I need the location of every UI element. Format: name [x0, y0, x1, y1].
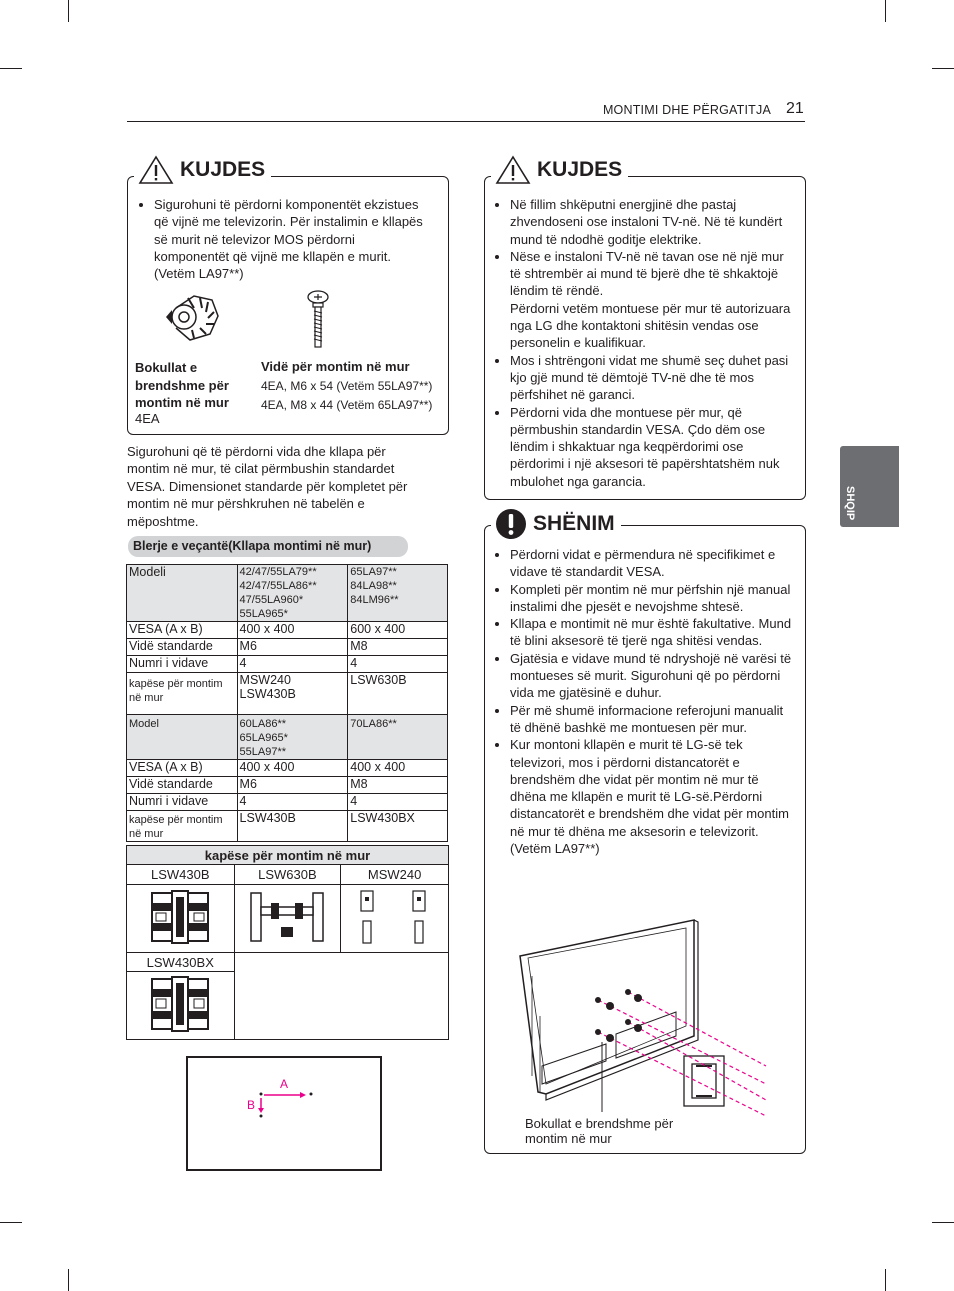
screw-icon — [305, 289, 331, 351]
figure-caption: Bokullat e brendshme për montim në mur — [525, 1116, 674, 1146]
list-item: • Kur montoni kllapën e murit të LG-së tek televizori, mos i përdorni distancatorët e brendshëm dhe vidat për montim në mur të dhëna me kllapën e murit të LG-së.Përdorni distancatorët e brendshëm dhe vidat për montim në mur të dhëna me aksesorin e televizorit. (Vetëm LA97**) — [510, 736, 795, 857]
tv-mount-illustration — [516, 916, 776, 1126]
crop-mark — [932, 1222, 954, 1223]
part1-name: Bokullat e brendshme për montim në mur — [135, 360, 229, 410]
list-item: • Kllapa e montimit në mur është fakultative. Mund të blini aksesorë të tjerë nga shitësi vendas. — [510, 615, 795, 650]
language-tab: SHQIP — [840, 446, 899, 527]
table-cell: 4 — [237, 794, 348, 811]
wall-bracket-icon — [353, 887, 437, 947]
list-item: • Sigurohuni të përdorni komponentët ekzistues që vijnë me televizorin. Për instalimin e kllapës së murit në televizor MOS përdorni komponentët që vijnë me kllapën e murit. (Vetëm LA97**) — [154, 196, 426, 282]
table-cell: 400 x 400 — [237, 622, 348, 639]
bracket-name: LSW630B — [234, 865, 341, 885]
model-cell: 42/47/55LA79** 42/47/55LA86** 47/55LA960* 55LA965* — [237, 565, 348, 622]
list-item: • Përdorni vidat e përmendura në specifikimet e vidave të standardit VESA. — [510, 546, 795, 581]
warning-icon — [495, 155, 531, 185]
bracket-image — [127, 972, 235, 1040]
table-cell: 4 — [348, 656, 448, 673]
caution-right-bullets — [497, 196, 795, 490]
vesa-b-label: B — [247, 1098, 256, 1112]
model-cell: 60LA86** 65LA965* 55LA97** — [237, 715, 348, 760]
bracket-name: LSW430BX — [127, 953, 235, 972]
part1-qty: 4EA — [135, 411, 160, 426]
spec-table-1 — [126, 564, 448, 842]
bracket-name: LSW430B — [127, 865, 235, 885]
part2-spec1: 4EA, M6 x 54 (Vetëm 55LA97**) — [261, 379, 433, 393]
bracket-image — [127, 885, 235, 953]
insert-bolt-icon — [160, 290, 222, 346]
part2-name: Vidë për montim në mur — [261, 359, 410, 374]
intro-paragraph: Sigurohuni që të përdorni vida dhe kllapa për montim në mur, të cilat përmbushin standardet VESA. Dimensionet standarde për kompletet për montim në mur përshkruhen në tabelën e mëposhtme. — [127, 444, 408, 529]
caution-left-bullets — [141, 196, 426, 282]
table-cell: M6 — [237, 639, 348, 656]
crop-mark — [885, 0, 886, 22]
header-rule — [127, 121, 805, 122]
label-screw: Vidë standarde — [127, 639, 238, 656]
warning-icon — [138, 155, 174, 185]
vesa-a-label: A — [280, 1077, 289, 1091]
table-cell: 4 — [237, 656, 348, 673]
list-item: • Për më shumë informacione referojuni manualit të dhënë bashkë me montuesen për mur. — [510, 702, 795, 737]
caution-title-left: KUJDES — [134, 155, 271, 185]
bracket-name: MSW240 — [341, 865, 449, 885]
part2-spec2: 4EA, M8 x 44 (Vetëm 65LA97**) — [261, 398, 433, 412]
note-title: SHËNIM — [491, 508, 621, 540]
table-cell: M6 — [237, 777, 348, 794]
label-count: Numri i vidave — [127, 794, 238, 811]
caution-title-right: KUJDES — [491, 155, 628, 185]
crop-mark — [0, 68, 22, 69]
note-bullets — [497, 546, 795, 857]
list-item: • Përdorni vida dhe montuese për mur, që përmbushin standardin VESA. Çdo dëm ose lëndim i shkaktuar nga keqpërdorimi ose përdorimi i një aksesori të papërshtatshëm nuk mbulohet nga garancia. — [510, 404, 795, 490]
label-model: Modeli — [127, 565, 238, 622]
model-cell: 70LA86** — [348, 715, 448, 760]
bracket-image — [234, 885, 341, 953]
label-model: Model — [127, 715, 238, 760]
bracket-table-title: kapëse për montim në mur — [127, 846, 449, 865]
crop-mark — [68, 0, 69, 22]
list-item: • Në fillim shkëputni energjinë dhe pastaj zhvendoseni ose instaloni TV-në. Në të kundërt mund të ndodhë goditje elektrike. — [510, 196, 795, 248]
list-item: • Gjatësia e vidave mund të ndryshojë në varësi të montueses së murit. Sigurohuni që po përdorni vida me gjatësinë e duhur. — [510, 650, 795, 702]
label-count: Numri i vidave — [127, 656, 238, 673]
label-vesa: VESA (A x B) — [127, 760, 238, 777]
crop-mark — [932, 68, 954, 69]
vesa-diagram — [186, 1056, 382, 1171]
model-cell: 65LA97** 84LA98** 84LM96** — [348, 565, 448, 622]
wall-bracket-icon — [148, 975, 212, 1033]
empty-cell — [234, 953, 448, 1040]
table-cell: M8 — [348, 639, 448, 656]
table-cell: LSW630B — [348, 673, 448, 715]
table-cell: M8 — [348, 777, 448, 794]
wall-bracket-icon — [245, 889, 329, 945]
label-bracket: kapëse për montim në mur — [127, 673, 238, 715]
page-number: 21 — [786, 100, 804, 117]
table-cell: 400 x 400 — [348, 760, 448, 777]
table-title: Blerje e veçantë(Kllapa montimi në mur) — [128, 536, 408, 557]
crop-mark — [0, 1222, 22, 1223]
bracket-image — [341, 885, 449, 953]
list-item: • Kompleti për montim në mur përfshin një manual instalimi dhe pjesët e nevojshme shtesë. — [510, 581, 795, 616]
list-item: • Nëse e instaloni TV-në në tavan ose në një mur të shtrembër ai mund të bjerë dhe të shkaktojë lëndim të rëndë. Përdorni vetëm montuese për mur të autorizuara nga LG dhe kontaktoni shitësin vendas ose personelin e kualifikuar. — [510, 248, 795, 352]
bracket-table — [126, 845, 449, 1040]
wall-bracket-icon — [148, 889, 212, 945]
exclamation-icon — [495, 508, 527, 540]
table-cell: LSW430BX — [348, 811, 448, 842]
table-cell: MSW240 LSW430B — [237, 673, 348, 715]
crop-mark — [885, 1269, 886, 1291]
table-cell: 400 x 400 — [237, 760, 348, 777]
table-cell: 600 x 400 — [348, 622, 448, 639]
table-cell: LSW430B — [237, 811, 348, 842]
section-title: MONTIMI DHE PËRGATITJA — [602, 103, 771, 117]
label-vesa: VESA (A x B) — [127, 622, 238, 639]
table-cell: 4 — [348, 794, 448, 811]
label-bracket: kapëse për montim në mur — [127, 811, 238, 842]
list-item: • Mos i shtrëngoni vidat me shumë seç duhet pasi kjo gjë mund të dëmtojë TV-në dhe të mos përfshihet në garanci. — [510, 352, 795, 404]
label-screw: Vidë standarde — [127, 777, 238, 794]
crop-mark — [68, 1269, 69, 1291]
